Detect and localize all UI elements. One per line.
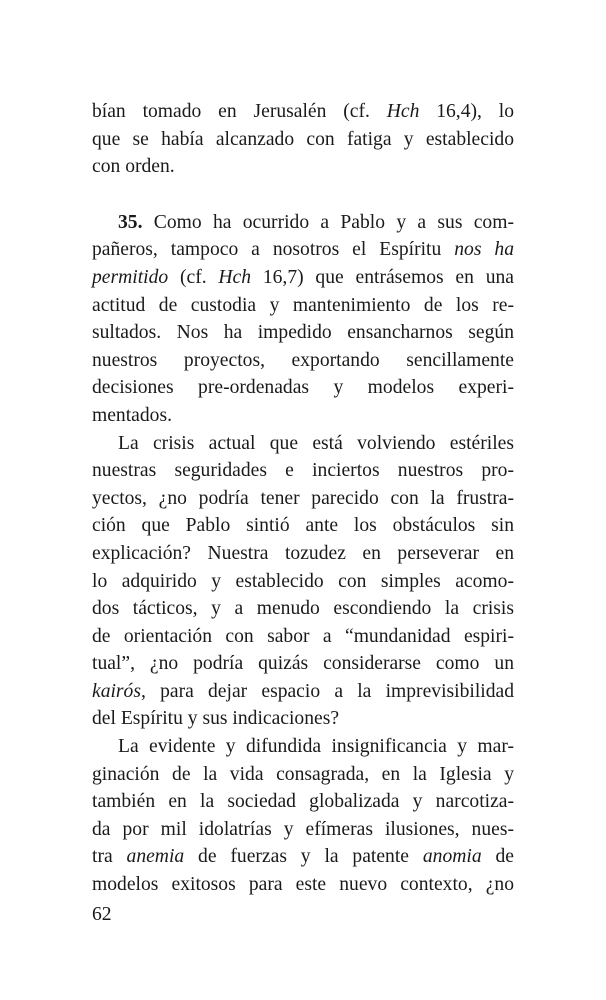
page-body (92, 98, 514, 899)
text-line (92, 374, 514, 402)
text-segment: actitud de custodia y mantenimiento de los re- (92, 294, 514, 316)
text-line (92, 816, 514, 844)
text-line (92, 402, 514, 430)
section-35-paragraph (92, 209, 514, 430)
text-line (92, 98, 514, 126)
italic-text: permitido (92, 266, 169, 288)
text-line (92, 871, 514, 899)
text-segment: 16,7) que entrásemos en una (251, 266, 514, 288)
text-segment: da por mil idolatrías y efímeras ilusiones, nues- (92, 818, 514, 840)
paragraph-crisis (92, 430, 514, 734)
text-line (92, 430, 514, 458)
text-segment: nuestras seguridades e inciertos nuestros pro- (92, 460, 514, 482)
text-segment: nuestros proyectos, exportando sencillamente (92, 349, 514, 371)
text-segment: también en la sociedad globalizada y narcotiza- (92, 791, 514, 813)
text-line (92, 457, 514, 485)
text-line (92, 153, 514, 181)
text-segment: decisiones pre-ordenadas y modelos experi- (92, 377, 514, 399)
text-segment: (cf. (168, 266, 219, 288)
text-segment: La evidente y difundida insignificancia y mar- (118, 736, 514, 758)
text-segment: 16,4), lo (419, 101, 514, 122)
text-segment: tra (92, 846, 127, 868)
text-segment: del Espíritu y sus indicaciones? (92, 708, 340, 730)
text-segment: modelos exitosos para este nuevo contexto, ¿no (92, 874, 514, 896)
text-line (92, 347, 514, 375)
text-line (92, 650, 514, 678)
text-line (92, 705, 514, 733)
text-segment: de fuerzas y la patente (184, 846, 423, 868)
text-segment: La crisis actual que está volviendo estériles (118, 432, 514, 454)
text-line (92, 733, 514, 761)
text-segment: de (481, 846, 514, 868)
text-line (92, 761, 514, 789)
italic-text: Hch (386, 101, 420, 122)
text-segment: que se había alcanzado con fatiga y establecido (92, 128, 514, 150)
text-line (92, 568, 514, 596)
text-segment: de orientación con sabor a “mundanidad espiri- (92, 625, 514, 647)
text-segment: lo adquirido y establecido con simples acomo- (92, 570, 514, 592)
text-line (92, 843, 514, 871)
text-line (92, 540, 514, 568)
text-line (92, 319, 514, 347)
text-line (92, 485, 514, 513)
text-segment: ción que Pablo sintió ante los obstáculos sin (92, 515, 514, 537)
text-segment: bían tomado en Jerusalén (cf. (92, 101, 387, 122)
text-segment: con orden. (92, 156, 175, 178)
text-line (92, 595, 514, 623)
text-segment: , para dejar espacio a la imprevisibilidad (140, 680, 514, 702)
text-segment: dos tácticos, y a menudo escondiendo la crisis (92, 598, 514, 620)
text-line (92, 623, 514, 651)
text-line (92, 126, 514, 154)
paragraph-continuation (92, 98, 514, 181)
text-segment: sultados. Nos ha impedido ensancharnos según (92, 322, 514, 344)
text-segment: tual”, ¿no podría quizás considerarse como un (92, 653, 514, 675)
page-number: 62 (92, 904, 112, 925)
paragraph-evidente (92, 733, 514, 899)
text-segment: yectos, ¿no podría tener parecido con la frustra- (92, 487, 514, 509)
text-segment: explicación? Nuestra tozudez en perseverar en (92, 542, 514, 564)
text-line (92, 512, 514, 540)
italic-text: Hch (218, 266, 252, 288)
text-line (92, 788, 514, 816)
text-line (92, 209, 514, 237)
text-segment: mentados. (92, 404, 172, 426)
italic-text: anemia (126, 846, 185, 868)
italic-text: nos ha (454, 239, 514, 261)
text-segment: pañeros, tampoco a nosotros el Espíritu (92, 239, 455, 261)
text-line (92, 264, 514, 292)
italic-text: kairós (92, 680, 141, 702)
text-line (92, 236, 514, 264)
text-line (92, 292, 514, 320)
section-number: 35. (118, 211, 143, 233)
text-line (92, 678, 514, 706)
paragraph-spacer (92, 181, 514, 209)
italic-text: anomia (422, 846, 482, 868)
text-segment: ginación de la vida consagrada, en la Iglesia y (92, 763, 514, 785)
text-segment: Como ha ocurrido a Pablo y a sus com- (142, 211, 514, 233)
